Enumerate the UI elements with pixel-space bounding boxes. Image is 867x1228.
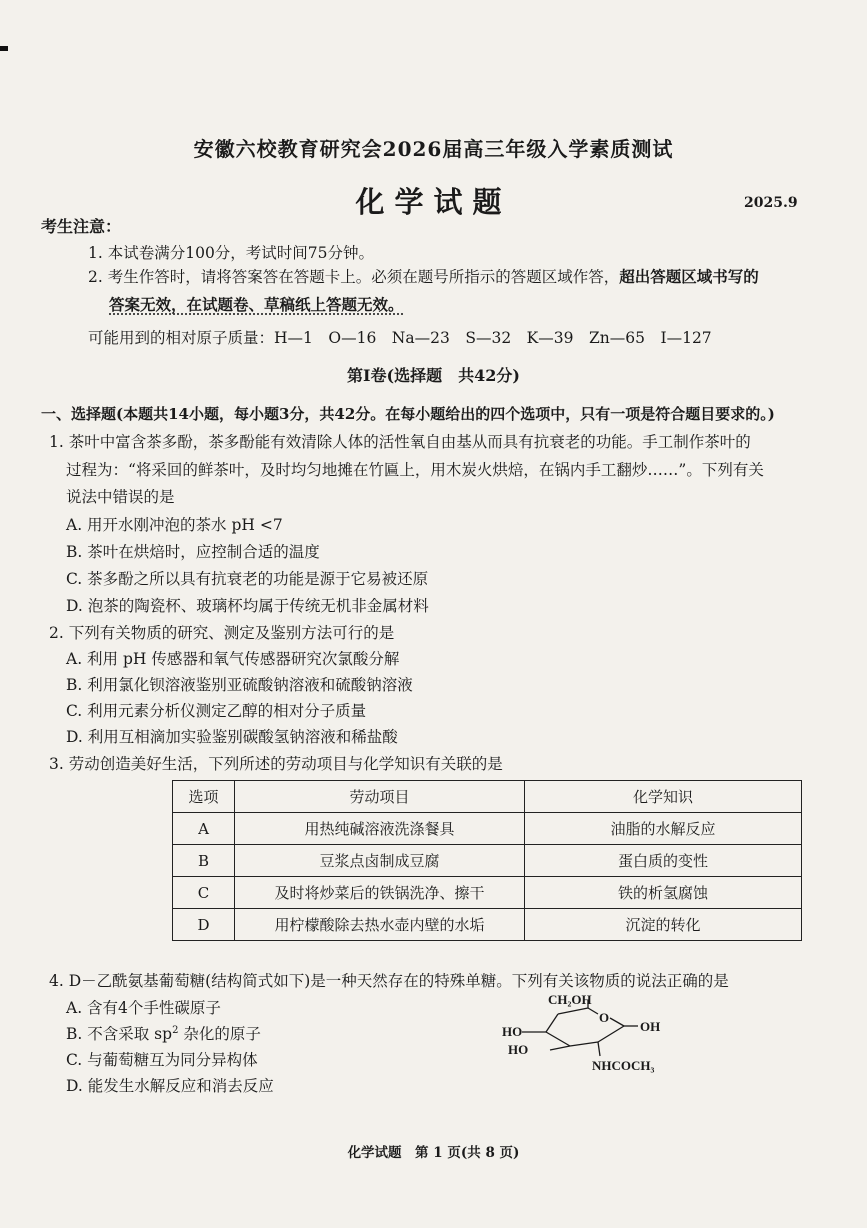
q1-stem-line-3: 说法中错误的是 (66, 488, 175, 506)
q2-option-b: B. 利用氯化钡溶液鉴别亚硫酸钠溶液和硫酸钠溶液 (66, 676, 413, 694)
exam-title: 化学试题 (355, 185, 512, 219)
bond (546, 1032, 570, 1046)
q3-header-labor: 劳动项目 (235, 781, 525, 813)
q3-cell-labor: 及时将炒菜后的铁锅洗净、擦干 (235, 877, 525, 909)
bond (610, 1018, 624, 1026)
q4-stem: 4. D－乙酰氨基葡萄糖(结构简式如下)是一种天然存在的特殊单糖。下列有关该物质的说法正确的是 (49, 972, 729, 990)
bond (598, 1042, 600, 1056)
q1-stem-line-1: 1. 茶叶中富含茶多酚，茶多酚能有效清除人体的活性氧自由基从而具有抗衰老的功能。手工制作茶叶的 (49, 433, 751, 451)
q3-header-option: 选项 (173, 781, 235, 813)
q1-option-d: D. 泡茶的陶瓷杯、玻璃杯均属于传统无机非金属材料 (66, 597, 429, 615)
q1-option-b: B. 茶叶在烘焙时，应控制合适的温度 (66, 543, 320, 561)
q3-cell-knowledge: 油脂的水解反应 (525, 813, 802, 845)
table-row (173, 909, 802, 941)
q3-cell-knowledge: 沉淀的转化 (525, 909, 802, 941)
page-footer: 化学试题 第 1 页(共 8 页) (347, 1145, 520, 1161)
q2-option-a: A. 利用 pH 传感器和氧气传感器研究次氯酸分解 (66, 650, 400, 668)
q1-option-c: C. 茶多酚之所以具有抗衰老的功能是源于它易被还原 (66, 570, 429, 588)
atomic-masses: 可能用到的相对原子质量：H—1 O—16 Na—23 S—32 K—39 Zn—65 I—127 (88, 329, 712, 347)
q4-option-d: D. 能发生水解反应和消去反应 (66, 1077, 274, 1095)
q3-cell-labor: 豆浆点卤制成豆腐 (235, 845, 525, 877)
q2-stem: 2. 下列有关物质的研究、测定及鉴别方法可行的是 (49, 624, 395, 642)
n-acetylglucosamine-structure (488, 988, 688, 1078)
q3-cell-option: C (173, 877, 235, 909)
label-ring-oxygen: O (599, 1010, 610, 1025)
q2-option-c: C. 利用元素分析仪测定乙醇的相对分子质量 (66, 702, 367, 720)
notice-item-2-part-b: 超出答题区域书写的 (619, 267, 759, 286)
label-ho-lower: HO (508, 1042, 529, 1057)
q4-option-b-sup: 2 (172, 1024, 179, 1036)
notice-item-2-part-a: 2. 考生作答时，请将答案答在答题卡上。必须在题号所指示的答题区域作答， (88, 268, 620, 286)
q3-header-knowledge: 化学知识 (525, 781, 802, 813)
q4-option-b-pre: B. 不含采取 sp (66, 1025, 173, 1043)
q3-cell-knowledge: 蛋白质的变性 (525, 845, 802, 877)
q4-option-b (66, 1022, 261, 1044)
q2-option-d: D. 利用互相滴加实验鉴别碳酸氢钠溶液和稀盐酸 (66, 728, 398, 746)
q3-cell-knowledge: 铁的析氢腐蚀 (525, 877, 802, 909)
section-1-instructions: 一、选择题(本题共14小题，每小题3分，共42分。在每小题给出的四个选项中，只有一项是符合题目要求的。) (41, 405, 775, 423)
bond (558, 1008, 588, 1014)
bond (588, 1008, 598, 1014)
scan-edge-mark (0, 46, 8, 51)
exam-date: 2025.9 (744, 195, 798, 211)
q3-table (172, 780, 802, 941)
section-1-title: 第Ⅰ卷(选择题 共42分) (347, 366, 520, 385)
notice-heading: 考生注意： (41, 217, 122, 236)
label-oh-right: OH (640, 1019, 661, 1034)
q4-option-a: A. 含有4个手性碳原子 (66, 999, 221, 1017)
q3-table-header (173, 781, 802, 813)
q3-cell-option: B (173, 845, 235, 877)
q3-cell-labor: 用热纯碱溶液洗涤餐具 (235, 813, 525, 845)
label-ho-upper: HO (502, 1024, 523, 1039)
notice-item-1: 1. 本试卷满分100分，考试时间75分钟。 (88, 244, 375, 262)
table-row (173, 813, 802, 845)
q4-option-b-post: 杂化的原子 (178, 1025, 261, 1043)
q1-stem-line-2: 过程为：“将采回的鲜茶叶，及时均匀地摊在竹匾上，用木炭火烘焙，在锅内手工翻炒……”。下列有关 (66, 461, 764, 479)
label-ch2oh: CH₂OH (548, 992, 592, 1007)
q3-cell-option: A (173, 813, 235, 845)
ring-bonds (522, 1000, 638, 1056)
bond (598, 1026, 624, 1042)
bond (570, 1042, 598, 1046)
q3-cell-option: D (173, 909, 235, 941)
q3-cell-labor: 用柠檬酸除去热水壶内壁的水垢 (235, 909, 525, 941)
table-row (173, 845, 802, 877)
bond (550, 1046, 570, 1050)
notice-item-2 (88, 265, 759, 287)
table-row (173, 877, 802, 909)
exam-subtitle: 安徽六校教育研究会2026届高三年级入学素质测试 (193, 137, 674, 161)
label-nhcoch3: NHCOCH₃ (592, 1058, 655, 1073)
q4-option-c: C. 与葡萄糖互为同分异构体 (66, 1051, 258, 1069)
bond (546, 1014, 558, 1032)
notice-item-2-part-c: 答案无效，在试题卷、草稿纸上答题无效。 (109, 295, 404, 314)
q3-stem: 3. 劳动创造美好生活，下列所述的劳动项目与化学知识有关联的是 (49, 755, 503, 773)
q1-option-a: A. 用开水刚冲泡的茶水 pH <7 (66, 516, 283, 534)
